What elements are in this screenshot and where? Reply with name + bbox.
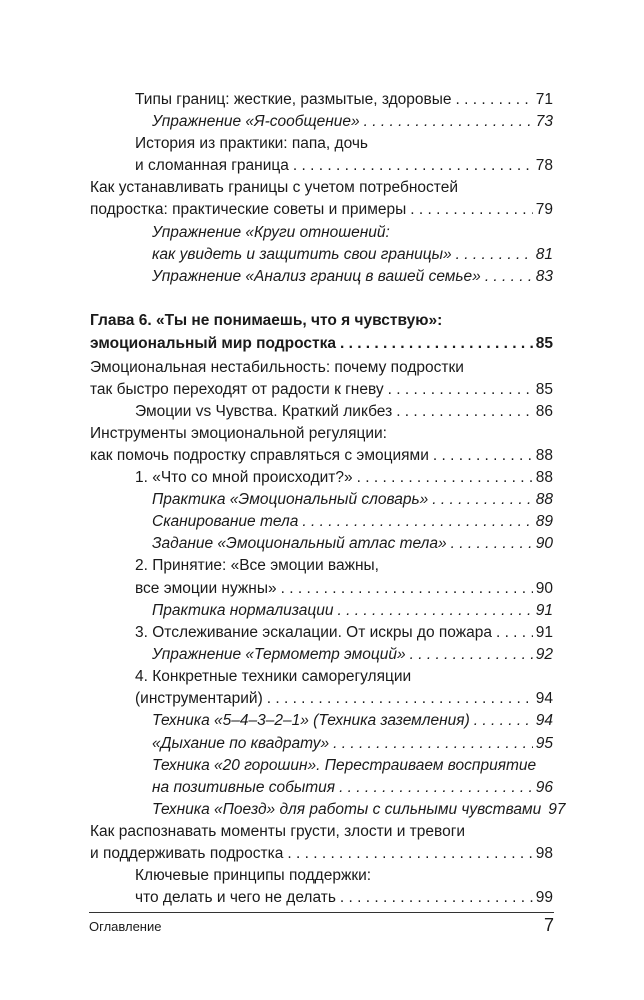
toc-entry-title: 2. Принятие: «Все эмоции важны,	[135, 557, 379, 574]
footer-section-label: Оглавление	[89, 919, 162, 934]
toc-leader-dots	[388, 379, 533, 401]
toc-leader-dots	[456, 244, 533, 266]
toc-entry[interactable]	[152, 755, 536, 777]
toc-entry[interactable]	[135, 555, 379, 577]
toc-entry-page: 99	[535, 889, 553, 906]
toc-entry-title: Практика нормализации	[152, 602, 334, 619]
toc-entry[interactable]	[135, 578, 553, 600]
toc-leader-dots	[267, 688, 533, 710]
toc-entry-title: Упражнение «Анализ границ в вашей семье»	[152, 268, 481, 285]
toc-entry-title: Упражнение «Я-сообщение»	[152, 113, 360, 130]
toc-leader-dots	[338, 600, 533, 622]
toc-entry-title: Практика «Эмоциональный словарь»	[152, 491, 429, 508]
toc-entry-title: Эмоциональная нестабильность: почему подростки	[90, 359, 464, 376]
toc-entry-title: как увидеть и защитить свои границы»	[152, 246, 452, 263]
toc-entry[interactable]	[152, 511, 553, 533]
toc-entry[interactable]	[152, 266, 553, 288]
toc-entry-page: 95	[535, 735, 553, 752]
toc-entry-title: Техника «20 горошин». Перестраиваем восприятие	[152, 757, 537, 774]
toc-entry[interactable]	[135, 666, 411, 688]
toc-entry-page: 85	[535, 381, 553, 398]
toc-entry-page: 71	[535, 91, 553, 108]
toc-entry[interactable]	[135, 865, 371, 887]
toc-leader-dots	[340, 887, 533, 909]
toc-entry-title: Типы границ: жесткие, размытые, здоровые	[135, 91, 452, 108]
toc-entry-title: так быстро переходят от радости к гневу	[90, 381, 384, 398]
toc-entry[interactable]	[152, 222, 390, 244]
toc-entry-page: 85	[535, 335, 553, 352]
toc-entry-page: 86	[535, 403, 553, 420]
toc-entry[interactable]	[90, 843, 553, 865]
toc-entry[interactable]	[152, 710, 553, 732]
toc-entry[interactable]	[152, 644, 553, 666]
toc-entry-title: и сломанная граница	[135, 157, 289, 174]
toc-entry-page: 91	[535, 602, 553, 619]
toc-leader-dots	[340, 333, 533, 355]
toc-entry-title: на позитивные события	[152, 779, 336, 796]
toc-leader-dots	[357, 467, 533, 489]
toc-leader-dots	[293, 155, 533, 177]
toc-entry[interactable]	[90, 310, 442, 332]
toc-entry-page: 83	[535, 268, 553, 285]
footer-divider	[89, 912, 554, 913]
toc-entry-page: 90	[535, 580, 553, 597]
toc-leader-dots	[287, 843, 532, 865]
toc-leader-dots	[364, 111, 533, 133]
toc-leader-dots	[410, 199, 532, 221]
toc-entry-page: 89	[535, 513, 553, 530]
toc-entry[interactable]	[152, 244, 553, 266]
toc-entry-page: 73	[535, 113, 553, 130]
toc-leader-dots	[396, 401, 533, 423]
toc-entry-title: «Дыхание по квадрату»	[152, 735, 330, 752]
toc-entry[interactable]	[152, 111, 553, 133]
toc-entry-title: Эмоции vs Чувства. Краткий ликбез	[135, 403, 393, 420]
toc-entry[interactable]	[90, 445, 553, 467]
toc-entry-page: 90	[535, 535, 553, 552]
toc-entry[interactable]	[135, 133, 368, 155]
toc-entry[interactable]	[152, 533, 553, 555]
toc-leader-dots	[410, 644, 533, 666]
toc-entry-title: Инструменты эмоциональной регуляции:	[90, 425, 387, 442]
toc-entry-title: Как устанавливать границы с учетом потребностей	[90, 179, 458, 196]
toc-entry-title: что делать и чего не делать	[135, 889, 336, 906]
toc-entry-title: 4. Конкретные техники саморегуляции	[135, 668, 412, 685]
toc-entry[interactable]	[90, 177, 458, 199]
toc-entry[interactable]	[152, 777, 553, 799]
toc-entry-title: и поддерживать подростка	[90, 845, 284, 862]
toc-entry-page: 91	[535, 624, 553, 641]
toc-entry-title: все эмоции нужны»	[135, 580, 277, 597]
toc-leader-dots	[302, 511, 532, 533]
toc-entry-title: Как распознавать моменты грусти, злости и тревоги	[90, 823, 466, 840]
toc-entry[interactable]	[135, 622, 553, 644]
toc-entry[interactable]	[90, 379, 553, 401]
toc-leader-dots	[432, 489, 533, 511]
toc-entry-page: 79	[535, 201, 553, 218]
toc-entry-title: История из практики: папа, дочь	[135, 135, 368, 152]
toc-leader-dots	[281, 578, 533, 600]
toc-entry-page: 88	[535, 491, 553, 508]
toc-entry-page: 94	[535, 690, 553, 707]
toc-entry[interactable]	[152, 600, 553, 622]
toc-entry[interactable]	[135, 887, 553, 909]
toc-entry-page: 78	[535, 157, 553, 174]
toc-leader-dots	[433, 445, 533, 467]
toc-entry-page: 81	[535, 246, 553, 263]
toc-entry-page: 94	[535, 712, 553, 729]
toc-entry-title: подростка: практические советы и примеры	[90, 201, 407, 218]
toc-entry[interactable]	[152, 489, 553, 511]
toc-entry-page: 96	[535, 779, 553, 796]
toc-leader-dots	[496, 622, 533, 644]
toc-entry-title: эмоциональный мир подростка	[90, 335, 336, 352]
toc-entry-page: 98	[535, 845, 553, 862]
toc-entry-page: 92	[535, 646, 553, 663]
toc-leader-dots	[339, 777, 533, 799]
toc-entry[interactable]	[90, 333, 553, 355]
toc-leader-dots	[485, 266, 533, 288]
toc-entry-title: Ключевые принципы поддержки:	[135, 867, 372, 884]
toc-entry-title: Задание «Эмоциональный атлас тела»	[152, 535, 447, 552]
toc-entry[interactable]	[152, 799, 566, 821]
toc-entry[interactable]	[135, 89, 553, 111]
toc-entry[interactable]	[135, 467, 553, 489]
toc-leader-dots	[474, 710, 533, 732]
toc-entry-title: Упражнение «Круги отношений:	[152, 224, 390, 241]
toc-entry-title: 3. Отслеживание эскалации. От искры до пожара	[135, 624, 492, 641]
page-number: 7	[543, 915, 554, 935]
toc-entry[interactable]	[90, 199, 553, 221]
toc-entry[interactable]	[90, 821, 465, 843]
toc-entry[interactable]	[152, 733, 553, 755]
toc-entry-title: Техника «5–4–3–2–1» (Техника заземления)	[152, 712, 470, 729]
toc-entry-title: как помочь подростку справляться с эмоциями	[90, 447, 429, 464]
toc-entry[interactable]	[90, 357, 464, 379]
toc-entry-title: 1. «Что со мной происходит?»	[135, 469, 353, 486]
toc-entry-page: 97	[548, 801, 566, 818]
toc-entry-title: Глава 6. «Ты не понимаешь, что я чувствую»:	[90, 312, 443, 329]
toc-entry-title: Сканирование тела	[152, 513, 299, 530]
toc-leader-dots	[333, 733, 533, 755]
toc-entry-title: Техника «Поезд» для работы с сильными чувствами	[152, 801, 542, 818]
toc-entry[interactable]	[135, 688, 553, 710]
toc-entry-page: 88	[535, 447, 553, 464]
toc-entry[interactable]	[135, 401, 553, 423]
toc-entry-title: (инструментарий)	[135, 690, 263, 707]
toc-leader-dots	[456, 89, 533, 111]
toc-leader-dots	[451, 533, 533, 555]
toc-entry-page: 88	[535, 469, 553, 486]
toc-entry[interactable]	[90, 423, 387, 445]
toc-entry-title: Упражнение «Термометр эмоций»	[152, 646, 406, 663]
toc-entry[interactable]	[135, 155, 553, 177]
